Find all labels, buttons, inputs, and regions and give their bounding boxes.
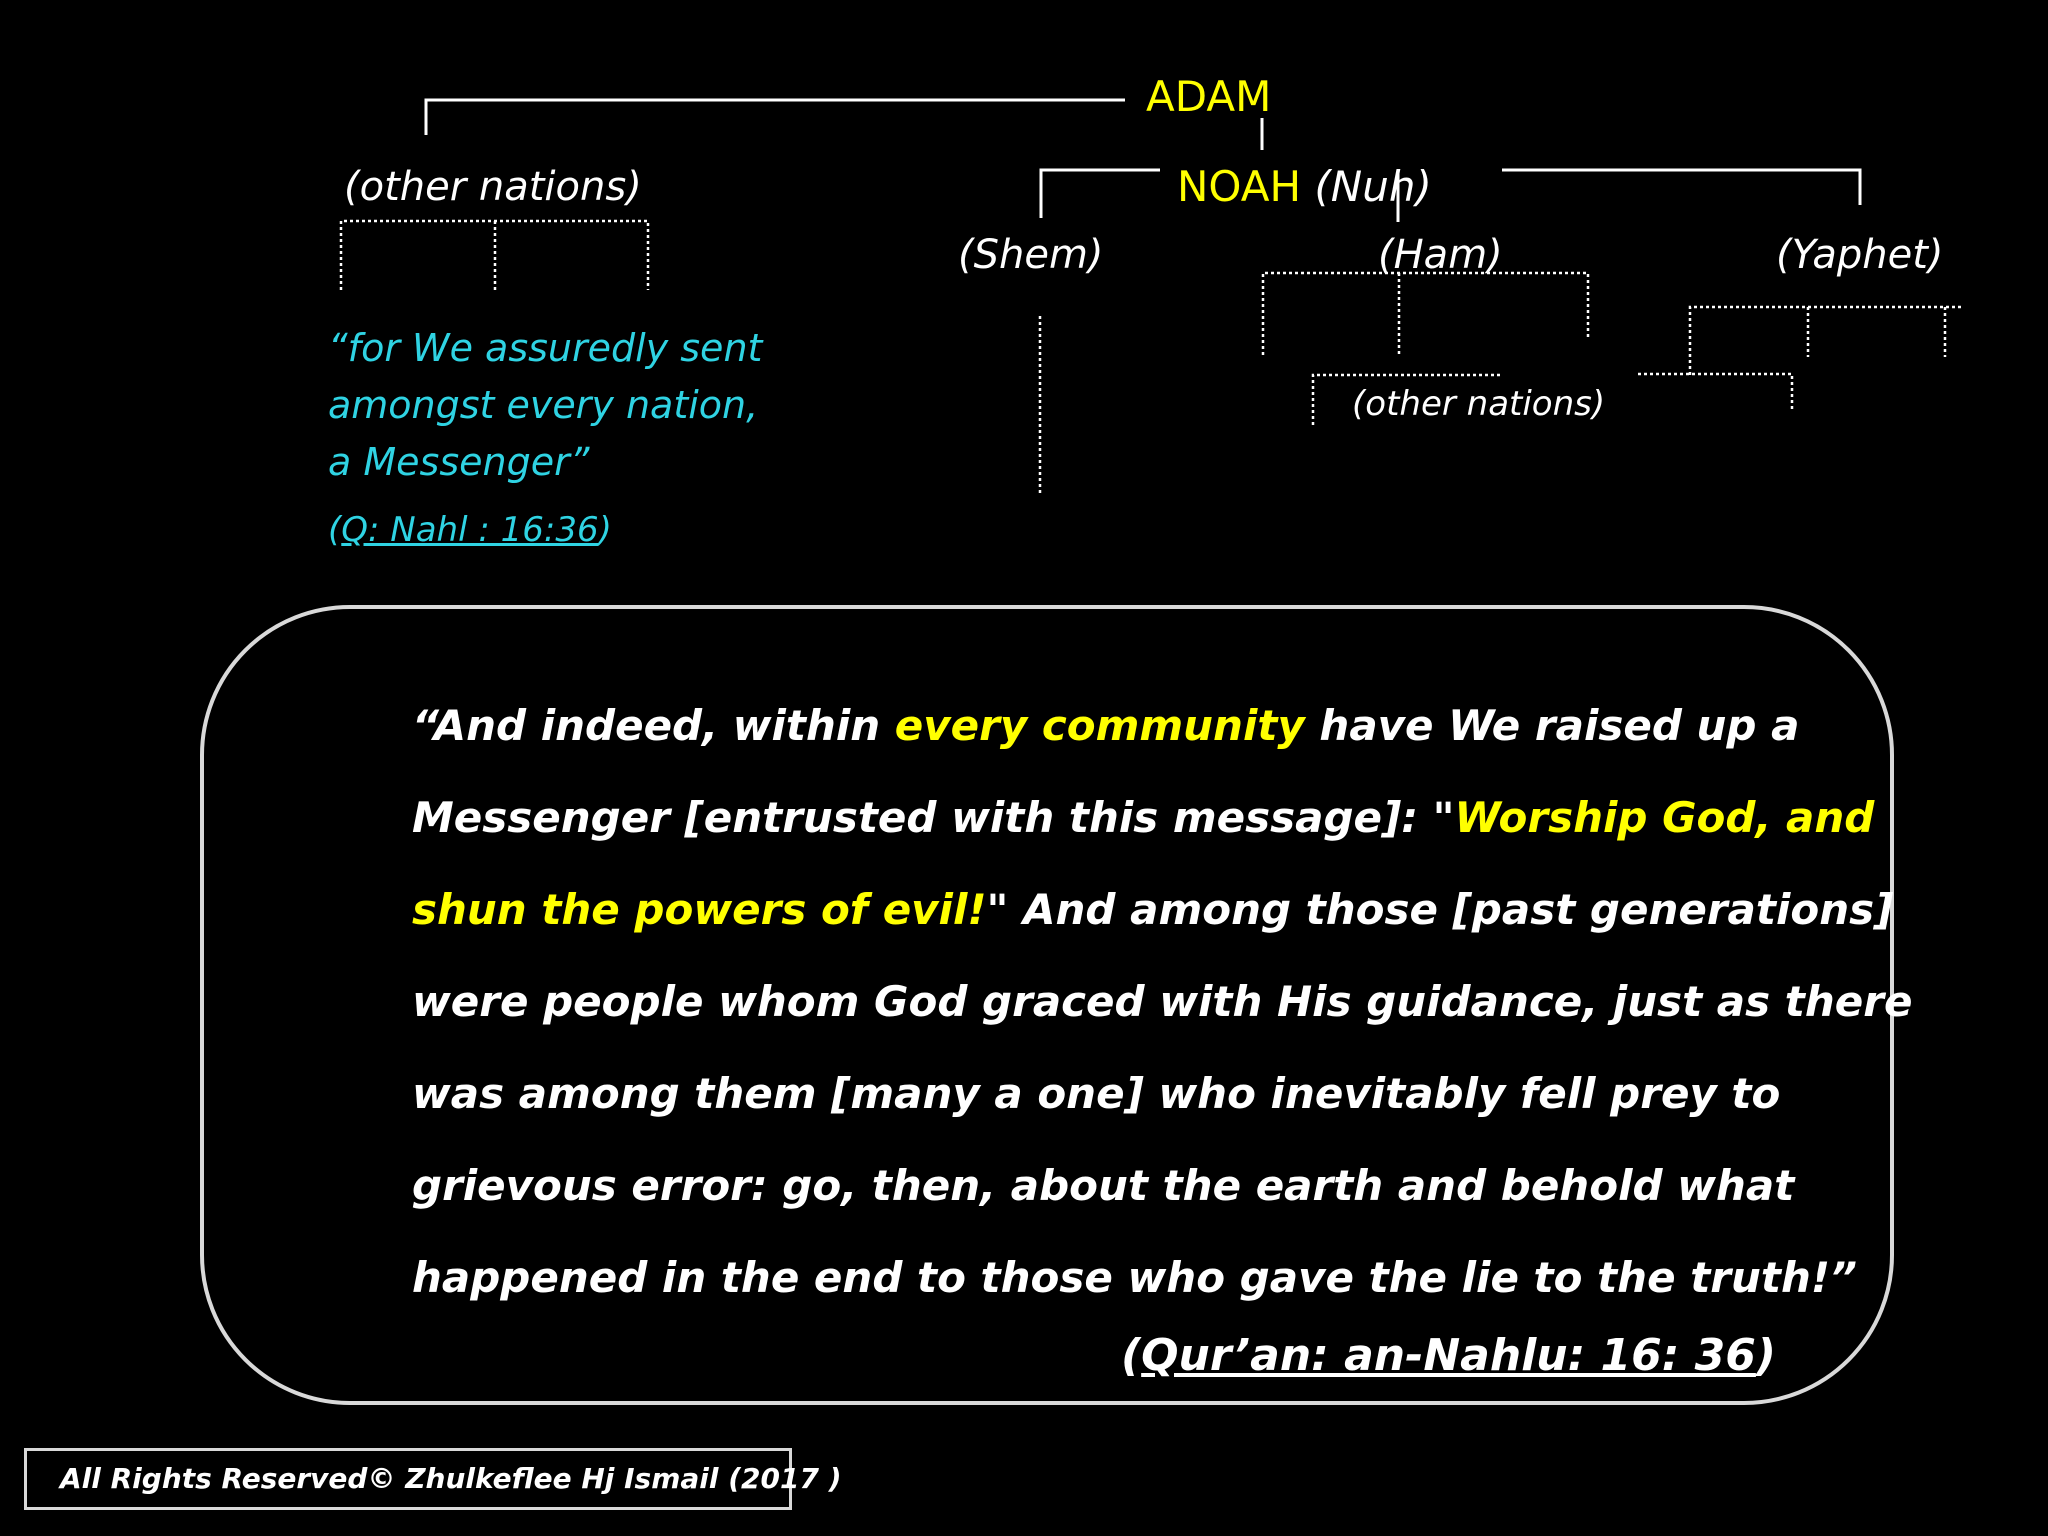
side-quote — [328, 320, 762, 491]
side-quote-line: “for We assuredly sent — [328, 326, 763, 370]
left-nations-bracket — [341, 221, 648, 290]
nuh-label: (Nuh) — [1314, 162, 1432, 211]
main-quote — [412, 680, 1913, 1324]
yaphet-sub-bracket — [1638, 374, 1792, 410]
adam-left-connector — [426, 100, 1125, 135]
quote-text-segment: “And indeed, within — [412, 701, 895, 750]
ref-open-paren: ( — [1121, 1330, 1142, 1381]
main-quote-line: grievous error: go, then, about the earth and behold what — [412, 1161, 1795, 1210]
main-quote-line: were people whom God graced with His guidance, just as there — [412, 977, 1913, 1026]
main-quote-line — [412, 680, 1800, 772]
side-quote-line: a Messenger” — [328, 440, 590, 484]
other-nations-right-label: (other nations) — [1352, 384, 1606, 424]
noah-yaphet-connector — [1502, 170, 1860, 205]
copyright-text: All Rights Reserved© Zhulkeflee Hj Ismail (2017 ) — [60, 1462, 842, 1495]
ref-close-paren: ) — [1755, 1330, 1776, 1381]
ref-open-paren: ( — [328, 510, 342, 550]
quote-highlight: every community — [894, 701, 1305, 750]
main-quote-line: happened in the end to those who gave the lie to the truth!” — [412, 1253, 1858, 1302]
ref-close-paren: ) — [598, 510, 612, 550]
side-quote-reference-link[interactable]: Q: Nahl : 16:36 — [341, 510, 599, 550]
quote-text-segment: Messenger [entrusted with this message]: " — [412, 793, 1455, 842]
quote-highlight: Worship God, and — [1454, 793, 1875, 842]
noah-label: NOAH — [1177, 162, 1302, 211]
noah-shem-connector — [1041, 170, 1160, 218]
shem-label: (Shem) — [958, 232, 1104, 278]
other-nations-left-label: (other nations) — [344, 164, 642, 210]
ham-label: (Ham) — [1378, 232, 1503, 278]
main-quote-line — [412, 864, 1894, 956]
yaphet-bracket — [1690, 307, 1963, 375]
ham-bracket — [1263, 273, 1588, 355]
main-quote-line: was among them [many a one] who inevitably fell prey to — [412, 1069, 1781, 1118]
quote-text-segment: have We raised up a — [1304, 701, 1800, 750]
main-quote-reference-link[interactable]: Qur’an: an-Nahlu: 16: 36 — [1141, 1330, 1756, 1381]
main-quote-reference — [1121, 1330, 1776, 1381]
main-quote-line — [412, 772, 1875, 864]
side-quote-line: amongst every nation, — [328, 383, 759, 427]
side-quote-reference — [328, 510, 612, 550]
quote-text-segment: " And among those [past generations] — [986, 885, 1894, 934]
yaphet-label: (Yaphet) — [1776, 232, 1944, 278]
quote-highlight: shun the powers of evil! — [412, 885, 987, 934]
noah-node — [1177, 162, 1432, 211]
adam-label: ADAM — [1146, 72, 1272, 121]
